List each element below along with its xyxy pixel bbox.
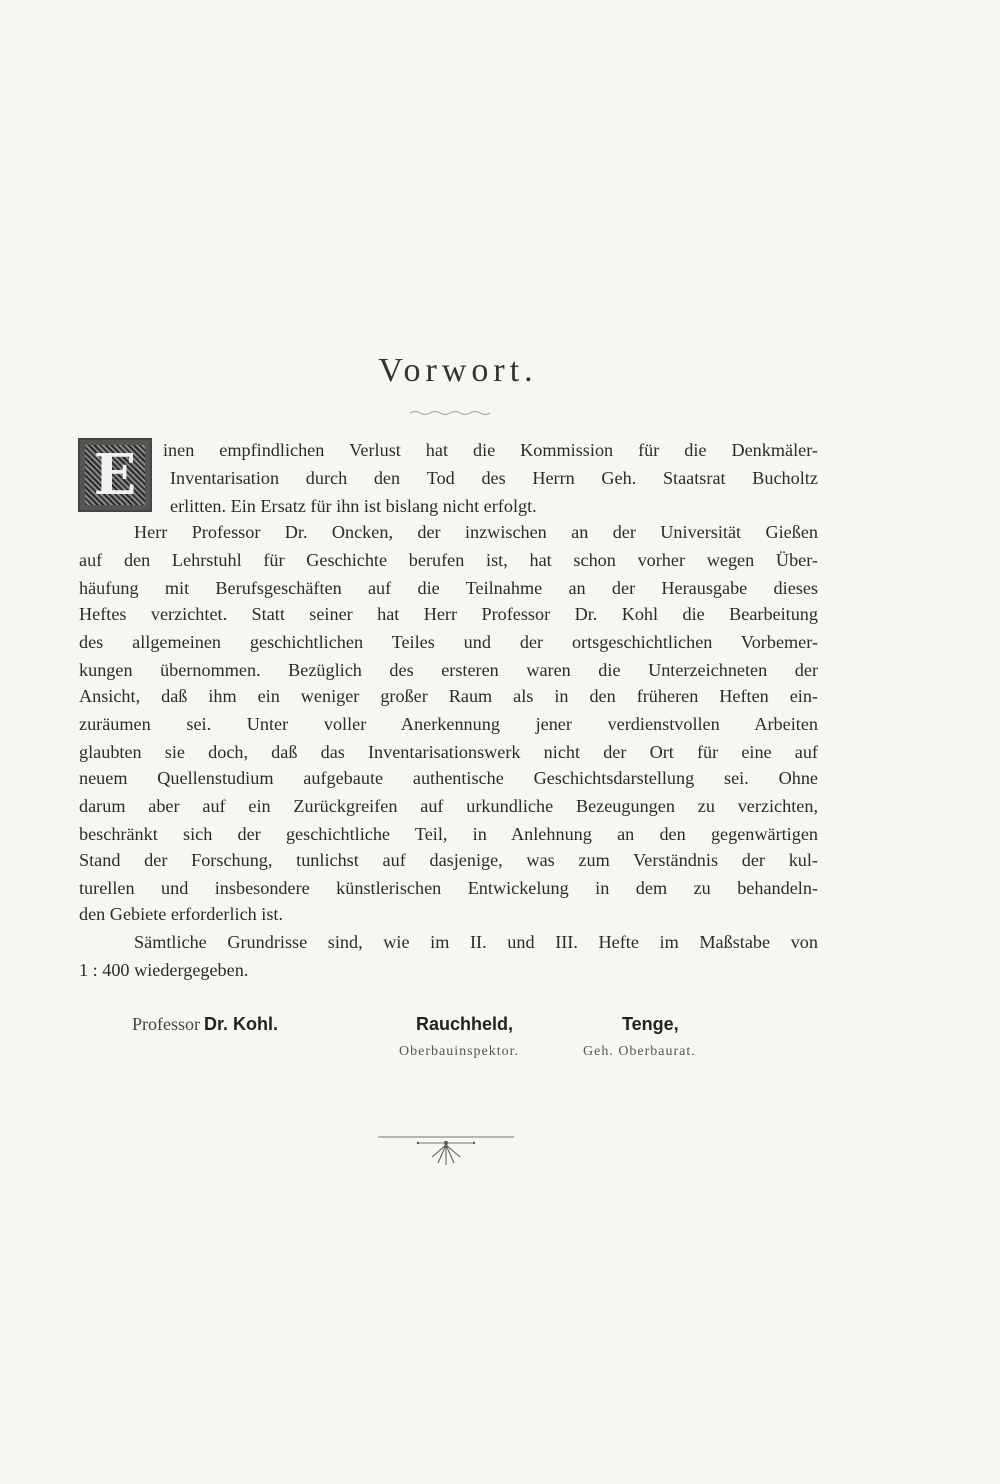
drop-cap bbox=[78, 438, 152, 512]
text-line-4: Herr Professor Dr. Oncken, der inzwischen an der Universität Gießen bbox=[134, 522, 818, 542]
text-line-18: den Gebiete erforderlich ist. bbox=[79, 904, 284, 924]
text-line-16: Stand der Forschung, tunlichst auf dasjenige, was zum Verständnis der kul- bbox=[79, 850, 818, 870]
title-ornament-rule bbox=[410, 410, 490, 416]
text-line-2: Inventarisation durch den Tod des Herrn Geh. Staatsrat Bucholtz bbox=[170, 468, 818, 488]
signature-rauchheld-name: Rauchheld, bbox=[416, 1014, 514, 1034]
signature-tenge-name: Tenge, bbox=[622, 1014, 679, 1034]
text-line-11: zuräumen sei. Unter voller Anerkennung jener verdienstvollen Arbeiten bbox=[79, 714, 818, 734]
drop-cap-letter: E bbox=[93, 442, 137, 508]
page-title: Vorwort. bbox=[378, 352, 538, 389]
signature-kohl-prefix: Professor bbox=[132, 1014, 200, 1034]
signature-rauchheld bbox=[416, 1014, 513, 1035]
closing-ornament bbox=[378, 1133, 514, 1169]
text-line-14: darum aber auf ein Zurückgreifen auf urkundliche Bezeugungen zu verzichten, bbox=[79, 796, 818, 816]
signature-tenge-title: Geh. Oberbaurat. bbox=[583, 1044, 696, 1059]
text-line-9: kungen übernommen. Bezüglich des ersteren waren die Unterzeichneten der bbox=[79, 660, 818, 680]
text-line-12: glaubten sie doch, daß das Inventarisationswerk nicht der Ort für eine auf bbox=[79, 742, 818, 762]
text-line-15: beschränkt sich der geschichtliche Teil, in Anlehnung an den gegenwärtigen bbox=[79, 824, 818, 844]
text-line-3: erlitten. Ein Ersatz für ihn ist bislang nicht erfolgt. bbox=[170, 496, 537, 516]
text-line-1: inen empfindlichen Verlust hat die Kommission für die Denkmäler- bbox=[163, 440, 818, 460]
text-line-20: 1 : 400 wiedergegeben. bbox=[79, 960, 249, 980]
text-line-8: des allgemeinen geschichtlichen Teiles und der ortsgeschichtlichen Vorbemer- bbox=[79, 632, 818, 652]
text-line-13: neuem Quellenstudium aufgebaute authentische Geschichtsdarstellung sei. Ohne bbox=[79, 768, 818, 788]
signature-tenge bbox=[622, 1014, 679, 1035]
text-line-17: turellen und insbesondere künstlerischen Entwickelung in dem zu behandeln- bbox=[79, 878, 818, 898]
text-line-19: Sämtliche Grundrisse sind, wie im II. und III. Hefte im Maßstabe von bbox=[134, 932, 818, 952]
signature-rauchheld-title: Oberbauinspektor. bbox=[399, 1044, 520, 1059]
text-line-5: auf den Lehrstuhl für Geschichte berufen ist, hat schon vorher wegen Über- bbox=[79, 550, 818, 570]
signature-kohl bbox=[132, 1014, 278, 1035]
text-line-6: häufung mit Berufsgeschäften auf die Teilnahme an der Herausgabe dieses bbox=[79, 578, 818, 598]
text-line-7: Heftes verzichtet. Statt seiner hat Herr Professor Dr. Kohl die Bearbeitung bbox=[79, 604, 818, 624]
signature-kohl-name: Dr. Kohl. bbox=[204, 1014, 279, 1034]
text-line-10: Ansicht, daß ihm ein weniger großer Raum als in den früheren Heften ein- bbox=[79, 686, 818, 706]
